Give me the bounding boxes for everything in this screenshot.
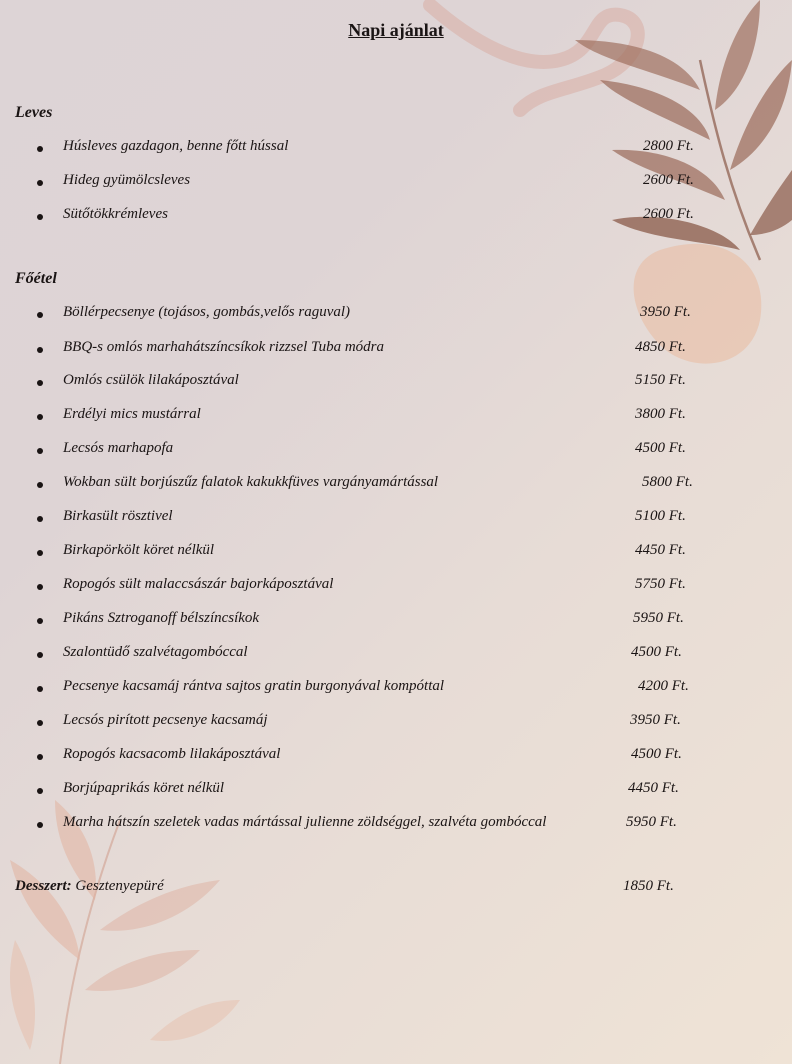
dish-price: 4200 Ft. [638,678,689,694]
bullet-icon [37,448,43,454]
dish-price: 5100 Ft. [635,508,686,524]
list-item [0,339,792,359]
bullet-icon [37,788,43,794]
section-heading-mains: Főétel [15,270,57,287]
dish-price: 2800 Ft. [643,138,694,154]
bullet-icon [37,516,43,522]
bullet-icon [37,652,43,658]
bullet-icon [37,686,43,692]
bullet-icon [37,380,43,386]
list-item [0,138,792,158]
list-item [0,712,792,732]
dish-price: 4500 Ft. [631,746,682,762]
list-item [0,440,792,460]
dish-name: Ropogós sült malaccsászár bajorkáposztával [63,576,334,592]
list-item [0,780,792,800]
dessert-label: Desszert: [15,878,72,894]
dish-price: 3950 Ft. [640,304,691,320]
bullet-icon [37,482,43,488]
dish-name: Hideg gyümölcsleves [63,172,191,188]
list-item [0,206,792,226]
dish-price: 5950 Ft. [626,814,677,830]
bullet-icon [37,180,43,186]
dish-price: 5750 Ft. [635,576,686,592]
dish-name: Birkapörkölt köret nélkül [63,542,215,558]
list-item [0,644,792,664]
list-item [0,678,792,698]
dish-name: Erdélyi mics mustárral [63,406,201,422]
dish-price: 4450 Ft. [635,542,686,558]
dish-price: 2600 Ft. [643,206,694,222]
dish-price: 4500 Ft. [631,644,682,660]
dish-name: Omlós csülök lilakáposztával [63,372,239,388]
dish-name: BBQ-s omlós marhahátszíncsíkok rizzsel Tuba módra [63,339,384,355]
list-item [0,576,792,596]
bullet-icon [37,414,43,420]
bullet-icon [37,347,43,353]
bullet-icon [37,720,43,726]
list-item [0,746,792,766]
dish-price: 2600 Ft. [643,172,694,188]
dish-price: 5800 Ft. [642,474,693,490]
dish-price: 4500 Ft. [635,440,686,456]
list-item [0,474,792,494]
list-item [0,610,792,630]
bullet-icon [37,618,43,624]
dish-name: Wokban sült borjúszűz falatok kakukkfüves vargányamártással [63,474,439,490]
dessert-price: 1850 Ft. [623,878,674,894]
dish-name: Böllérpecsenye (tojásos, gombás,velős raguval) [63,304,351,320]
dish-price: 5150 Ft. [635,372,686,388]
list-item [0,814,792,834]
dish-price: 4450 Ft. [628,780,679,796]
list-item [0,508,792,528]
dish-price: 3800 Ft. [635,406,686,422]
list-item [0,542,792,562]
list-item [0,406,792,426]
dish-name: Borjúpaprikás köret nélkül [63,780,225,796]
dish-price: 4850 Ft. [635,339,686,355]
dish-price: 5950 Ft. [633,610,684,626]
list-item [0,372,792,392]
dish-name: Sütőtökkrémleves [63,206,168,222]
dish-price: 3950 Ft. [630,712,681,728]
dish-name: Lecsós marhapofa [63,440,174,456]
dessert-line [15,878,164,895]
bullet-icon [37,550,43,556]
dish-name: Húsleves gazdagon, benne főtt hússal [63,138,289,154]
bullet-icon [37,312,43,318]
dish-name: Birkasült rösztivel [63,508,173,524]
dish-name: Ropogós kacsacomb lilakáposztával [63,746,281,762]
dish-name: Lecsós pirított pecsenye kacsamáj [63,712,268,728]
page-title: Napi ajánlat [348,20,444,40]
list-item [0,304,792,324]
bullet-icon [37,754,43,760]
dish-name: Pikáns Sztroganoff bélszíncsíkok [63,610,260,626]
dish-name: Marha hátszín szeletek vadas mártással julienne zöldséggel, szalvéta gombóccal [63,814,547,830]
dish-name: Szalontüdő szalvétagombóccal [63,644,248,660]
bullet-icon [37,822,43,828]
dessert-name: Gesztenyepüré [75,878,164,894]
bullet-icon [37,214,43,220]
dish-name: Pecsenye kacsamáj rántva sajtos gratin burgonyával kompóttal [63,678,445,694]
list-item [0,172,792,192]
section-heading-soups: Leves [15,104,53,121]
bullet-icon [37,584,43,590]
bullet-icon [37,146,43,152]
